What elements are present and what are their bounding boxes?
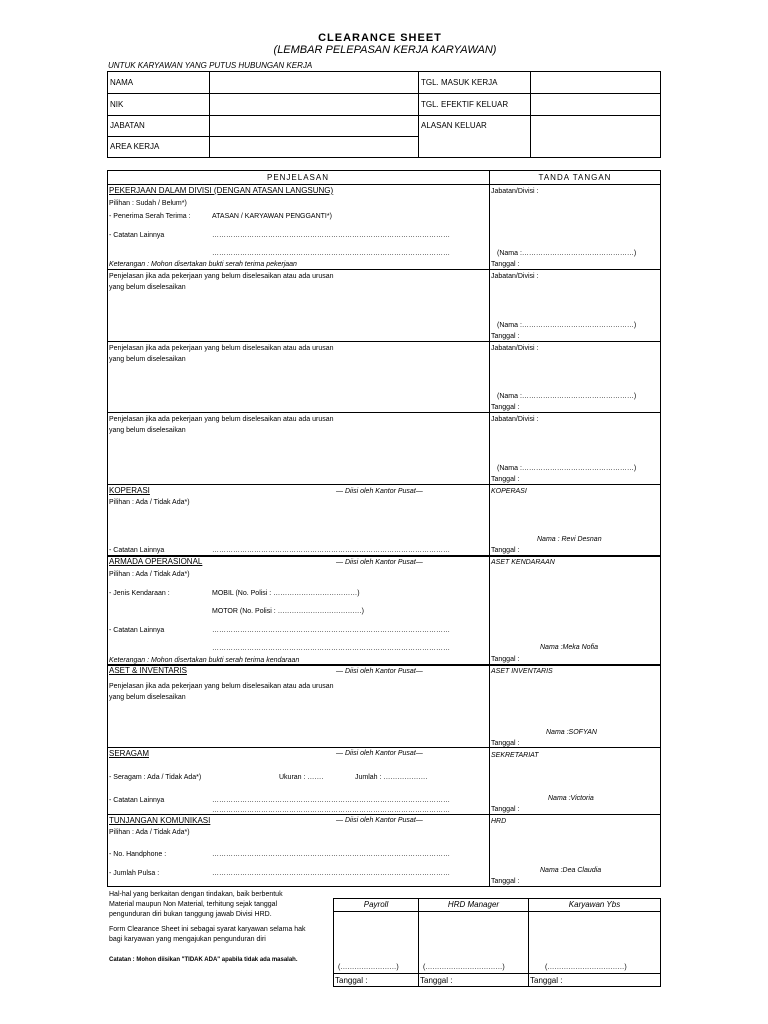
sign-label-koperasi: KOPERASI: [491, 488, 527, 495]
penjelasan-text: Penjelasan jika ada pekerjaan yang belum diselesaikan atau ada urusan: [109, 345, 334, 352]
catatan-label: - Catatan Lainnya: [109, 232, 165, 239]
section-title-tunjangan: TUNJANGAN KOMUNIKASI: [109, 816, 211, 825]
diisi-kantor-pusat: — Diisi oleh Kantor Pusat—: [336, 750, 423, 757]
sign-label-aset-kendaraan: ASET KENDARAAN: [491, 559, 555, 566]
mobil-field[interactable]: MOBIL (No. Polisi : ………………………………): [212, 590, 360, 597]
seragam-jumlah[interactable]: Jumlah : ……………….: [355, 774, 428, 781]
signature-hrd-manager[interactable]: (……………………………): [423, 964, 505, 971]
sign-tanggal: Tanggal :: [491, 333, 520, 340]
section-title-pekerjaan: PEKERJAAN DALAM DIVISI (DENGAN ATASAN LANGSUNG): [109, 186, 334, 195]
sign-name-seragam: Nama :Victoria: [548, 795, 594, 802]
footer-note: bagi karyawan yang mengajukan pengunduran diri: [109, 936, 266, 943]
area-kerja-field[interactable]: [211, 138, 416, 156]
catatan-label: - Catatan Lainnya: [109, 547, 165, 554]
diisi-kantor-pusat: — Diisi oleh Kantor Pusat—: [336, 488, 423, 495]
jenis-kendaraan-label: - Jenis Kendaraan :: [109, 590, 170, 597]
sign-nama[interactable]: (Nama :…………………………………………): [497, 393, 637, 400]
footer-catatan: Catatan : Mohon diisikan "TIDAK ADA" apabila tidak ada masalah.: [109, 957, 298, 963]
signature-payroll[interactable]: (……………………): [338, 964, 399, 971]
sign-tanggal: Tanggal :: [491, 261, 520, 268]
footer-note: Form Clearance Sheet ini sebagai syarat karyawan selama hak: [109, 926, 306, 933]
diisi-kantor-pusat: — Diisi oleh Kantor Pusat—: [336, 817, 423, 824]
penjelasan-text: Penjelasan jika ada pekerjaan yang belum diselesaikan atau ada urusan: [109, 273, 334, 280]
label-alasan: ALASAN KELUAR: [421, 121, 487, 130]
approval-payroll: Payroll: [363, 900, 389, 909]
handphone-label: - No. Handphone :: [109, 851, 167, 858]
form-note: UNTUK KARYAWAN YANG PUTUS HUBUNGAN KERJA: [108, 61, 313, 70]
sign-name-hrd: Nama :Dea Claudia: [540, 867, 602, 874]
tgl-masuk-field[interactable]: [532, 73, 658, 92]
koperasi-pilihan: Pilihan : Ada / Tidak Ada*): [109, 499, 190, 506]
sign-label-aset-inventaris: ASET INVENTARIS: [491, 668, 553, 675]
catatan-line[interactable]: …………………………………………………………………………………………: [212, 232, 450, 239]
label-tgl-efektif: TGL. EFEKTIF KELUAR: [421, 100, 509, 109]
armada-keterangan: Keterangan : Mohon disertakan bukti serah terima kendaraan: [109, 657, 300, 664]
label-nik: NIK: [110, 100, 124, 109]
sign-name-armada: Nama :Meka Nofia: [540, 644, 598, 651]
tanggal-karyawan: Tanggal :: [530, 976, 563, 985]
sign-jabatan-divisi: Jabatan/Divisi :: [491, 273, 539, 280]
pulsa-line[interactable]: …………………………………………………………………………………………: [212, 870, 450, 877]
seragam-ukuran[interactable]: Ukuran : …….: [279, 774, 324, 781]
sign-tanggal: Tanggal :: [491, 404, 520, 411]
section-title-seragam: SERAGAM: [109, 749, 150, 758]
page-title: CLEARANCE SHEET: [318, 32, 442, 44]
penerima-value: ATASAN / KARYAWAN PENGGANTI*): [212, 213, 332, 220]
sign-nama[interactable]: (Nama :…………………………………………): [497, 322, 637, 329]
pekerjaan-keterangan: Keterangan : Mohon disertakan bukti serah terima pekerjaan: [109, 261, 297, 268]
sign-jabatan-divisi: Jabatan/Divisi :: [491, 345, 539, 352]
sign-nama[interactable]: (Nama :…………………………………………): [497, 250, 637, 257]
seragam-item: - Seragam : Ada / Tidak Ada*): [109, 774, 202, 781]
penjelasan-text: yang belum diselesaikan: [109, 356, 186, 363]
motor-field[interactable]: MOTOR (No. Polisi : ………………………………): [212, 608, 364, 615]
catatan-line[interactable]: …………………………………………………………………………………………: [212, 807, 450, 814]
footer-note: Material maupun Non Material, terhitung sejak tanggal: [109, 901, 278, 908]
jabatan-field[interactable]: [211, 117, 416, 135]
sign-name-aset: Nama :SOFYAN: [546, 729, 597, 736]
column-tanda-tangan: TANDA TANGAN: [538, 173, 612, 182]
alasan-field[interactable]: [532, 117, 658, 156]
catatan-label: - Catatan Lainnya: [109, 627, 165, 634]
catatan-line[interactable]: …………………………………………………………………………………………: [212, 547, 450, 554]
penjelasan-text: Penjelasan jika ada pekerjaan yang belum diselesaikan atau ada urusan: [109, 683, 334, 690]
nama-field[interactable]: [211, 73, 416, 92]
nik-field[interactable]: [211, 95, 416, 114]
footer-note: Hal-hal yang berkaitan dengan tindakan, baik berbentuk: [109, 891, 283, 898]
handphone-line[interactable]: …………………………………………………………………………………………: [212, 851, 450, 858]
sign-tanggal: Tanggal :: [491, 656, 520, 663]
approval-hrd-manager: HRD Manager: [447, 900, 500, 909]
sign-tanggal: Tanggal :: [491, 740, 520, 747]
section-title-koperasi: KOPERASI: [109, 486, 150, 495]
label-nama: NAMA: [110, 78, 134, 87]
tgl-efektif-field[interactable]: [532, 95, 658, 114]
section-title-aset: ASET & INVENTARIS: [109, 666, 187, 675]
label-area-kerja: AREA KERJA: [110, 142, 160, 151]
armada-pilihan: Pilihan : Ada / Tidak Ada*): [109, 571, 190, 578]
footer-note: pengunduran diri bukan tanggung jawab Divisi HRD.: [109, 911, 272, 918]
pekerjaan-pilihan: Pilihan : Sudah / Belum*): [109, 200, 187, 207]
tanggal-hrd-manager: Tanggal :: [420, 976, 453, 985]
catatan-label: - Catatan Lainnya: [109, 797, 165, 804]
catatan-line[interactable]: …………………………………………………………………………………………: [212, 250, 450, 257]
diisi-kantor-pusat: — Diisi oleh Kantor Pusat—: [336, 559, 423, 566]
catatan-line[interactable]: …………………………………………………………………………………………: [212, 797, 450, 804]
sign-tanggal: Tanggal :: [491, 878, 520, 885]
penjelasan-text: yang belum diselesaikan: [109, 694, 186, 701]
penjelasan-text: yang belum diselesaikan: [109, 427, 186, 434]
label-tgl-masuk: TGL. MASUK KERJA: [421, 78, 498, 87]
sign-nama[interactable]: (Nama :…………………………………………): [497, 465, 637, 472]
sign-label-sekretariat: SEKRETARIAT: [491, 752, 539, 759]
penerima-label: - Penerima Serah Terima :: [109, 213, 191, 220]
tunjangan-pilihan: Pilihan : Ada / Tidak Ada*): [109, 829, 190, 836]
section-title-armada: ARMADA OPERASIONAL: [109, 557, 203, 566]
column-penjelasan: PENJELASAN: [266, 173, 330, 182]
approval-karyawan: Karyawan Ybs: [568, 900, 621, 909]
penjelasan-text: yang belum diselesaikan: [109, 284, 186, 291]
pulsa-label: - Jumlah Pulsa :: [109, 870, 160, 877]
page-subtitle: (LEMBAR PELEPASAN KERJA KARYAWAN): [273, 44, 497, 56]
sign-label-hrd: HRD: [491, 818, 507, 825]
label-jabatan: JABATAN: [110, 121, 145, 130]
diisi-kantor-pusat: — Diisi oleh Kantor Pusat—: [336, 668, 423, 675]
catatan-line[interactable]: …………………………………………………………………………………………: [212, 627, 450, 634]
signature-karyawan[interactable]: (……………………………): [545, 964, 627, 971]
sign-tanggal: Tanggal :: [491, 547, 520, 554]
sign-jabatan-divisi: Jabatan/Divisi :: [491, 416, 539, 423]
sign-name-koperasi: Nama : Revi Desnan: [537, 536, 602, 543]
sign-tanggal: Tanggal :: [491, 476, 520, 483]
sign-tanggal: Tanggal :: [491, 806, 520, 813]
catatan-line[interactable]: …………………………………………………………………………………………: [212, 645, 450, 652]
sign-jabatan-divisi: Jabatan/Divisi :: [491, 188, 539, 195]
tanggal-payroll: Tanggal :: [335, 976, 368, 985]
penjelasan-text: Penjelasan jika ada pekerjaan yang belum diselesaikan atau ada urusan: [109, 416, 334, 423]
